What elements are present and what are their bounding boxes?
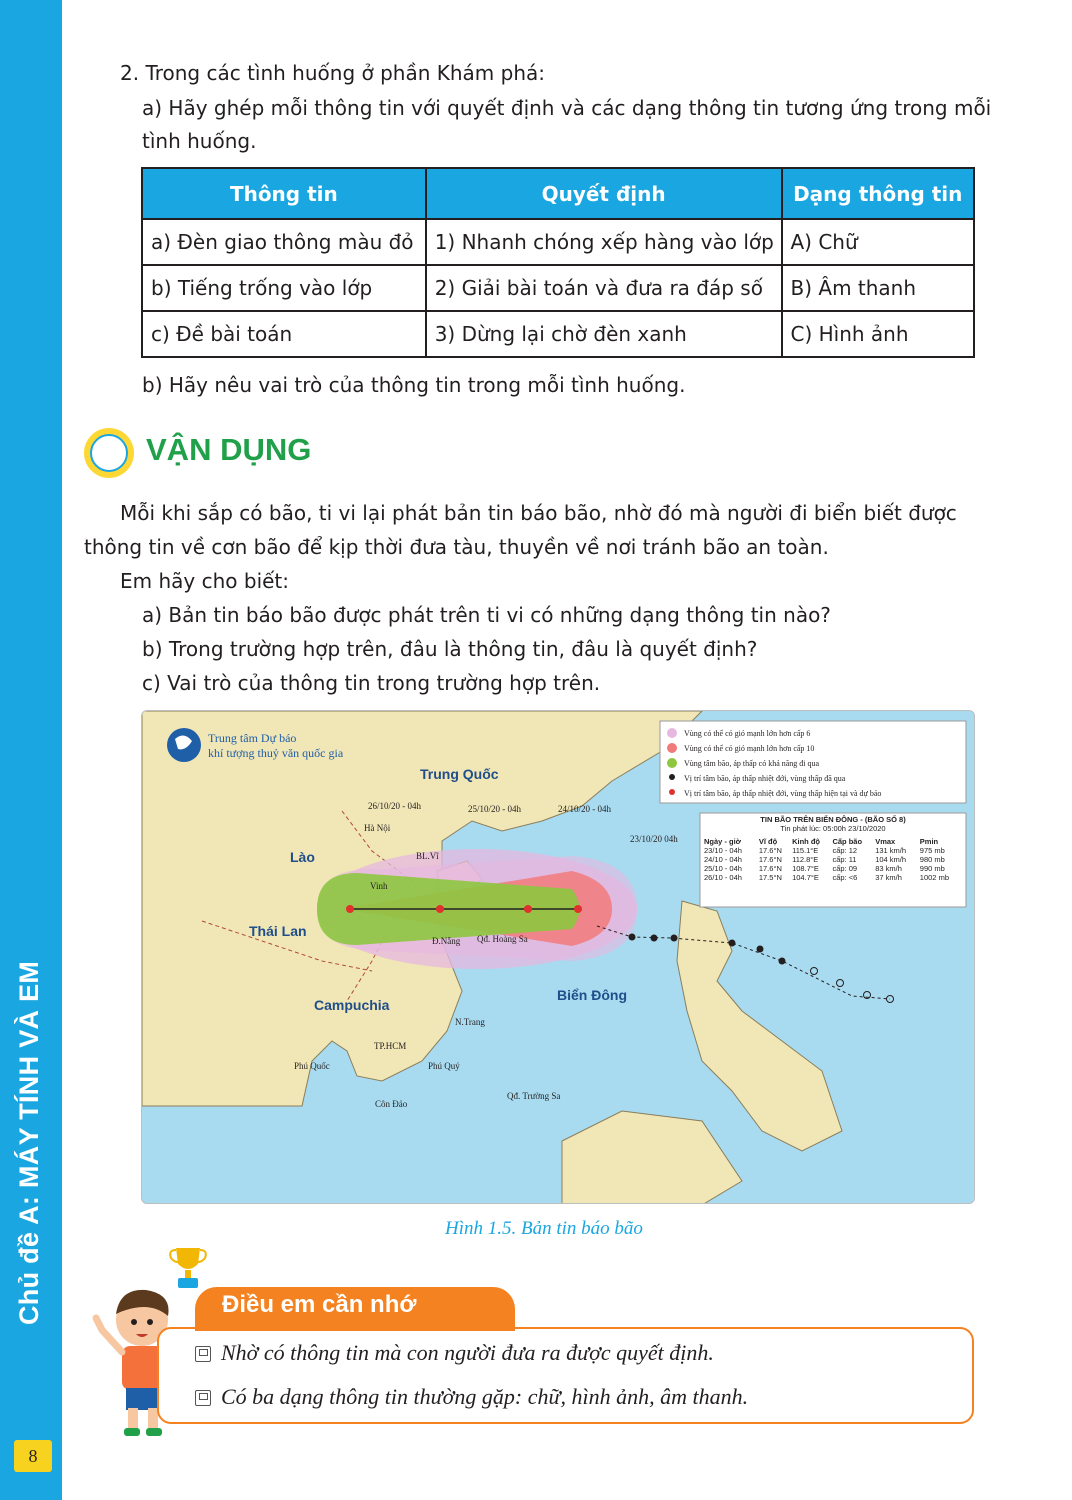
bulletin-cell: 17.5°N: [758, 873, 782, 882]
bulletin-header-row: [704, 837, 962, 846]
question-2a-line1: a) Hãy ghép mỗi thông tin với quyết định và các dạng thông tin tương ứng trong mỗi: [142, 96, 992, 120]
bulletin-cell: 115.1°E: [792, 846, 819, 855]
label-laos: Lào: [290, 849, 315, 865]
label-date-25: 25/10/20 - 04h: [468, 804, 521, 814]
table-row: [142, 265, 974, 311]
label-phu-quy: Phú Quý: [428, 1061, 460, 1071]
storm-bulletin: [704, 815, 962, 882]
remember-item-1-text: Nhờ có thông tin mà con người đưa ra được quyết định.: [221, 1340, 714, 1365]
label-truong-sa: Qđ. Trường Sa: [507, 1091, 561, 1101]
bulletin-title: TIN BÃO TRÊN BIỂN ĐÔNG - (BÃO SỐ 8): [760, 815, 906, 824]
table-cell: C) Hình ảnh: [782, 311, 975, 357]
legend-item: Vị trí tâm bão, áp thấp nhiệt đới, vùng thấp hiện tại và dự báo: [684, 789, 882, 798]
label-hoang-sa: Qđ. Hoàng Sa: [477, 934, 528, 944]
bulletin-header: Vmax: [875, 837, 896, 846]
van-dung-ask: Em hãy cho biết:: [120, 569, 290, 593]
legend-item: Vùng có thể có gió mạnh lớn hơn cấp 6: [684, 729, 811, 738]
matching-table: [141, 167, 975, 358]
figure-caption: Hình 1.5. Bản tin báo bão: [445, 1218, 643, 1239]
table-cell: a) Đèn giao thông màu đỏ: [142, 219, 426, 265]
bulletin-cell: 990 mb: [919, 864, 945, 873]
bulletin-cell: 37 km/h: [875, 873, 902, 882]
bulletin-header: Cấp bão: [832, 837, 863, 846]
forecast-center-line2: khí tượng thuỷ văn quốc gia: [208, 746, 344, 760]
bulletin-cell: cấp: <6: [832, 873, 858, 882]
bulletin-row: [704, 855, 962, 864]
bulletin-cell: 24/10 - 04h: [704, 855, 742, 864]
bulletin-issued: Tin phát lúc: 05:00h 23/10/2020: [780, 824, 886, 833]
bulletin-cell: 112.8°E: [792, 855, 819, 864]
bulletin-header: Kinh độ: [792, 837, 821, 846]
bulletin-cell: 975 mb: [919, 846, 945, 855]
van-dung-question-c: c) Vai trò của thông tin trong trường hợp trên.: [142, 671, 601, 695]
van-dung-para-line1: Mỗi khi sắp có bão, ti vi lại phát bản tin báo bão, nhờ đó mà người đi biển biết được: [120, 501, 957, 525]
bulletin-header: Pmin: [919, 837, 939, 846]
table-cell: 2) Giải bài toán và đưa ra đáp số: [426, 265, 782, 311]
label-east-sea: Biển Đông: [557, 987, 627, 1003]
label-china: Trung Quốc: [420, 766, 499, 782]
map-legend: [684, 726, 881, 801]
bulletin-cell: cấp: 11: [832, 855, 857, 864]
bulletin-cell: cấp: 09: [832, 864, 858, 873]
brain-icon: [84, 428, 134, 478]
bulletin-cell: 104.7°E: [792, 873, 819, 882]
label-thailand: Thái Lan: [249, 923, 307, 939]
bulletin-table: [704, 837, 962, 882]
borneo-island: [562, 1111, 742, 1204]
label-hcm: TP.HCM: [374, 1041, 407, 1051]
van-dung-title: VẬN DỤNG: [146, 432, 312, 467]
van-dung-question-a: a) Bản tin báo bão được phát trên ti vi có những dạng thông tin nào?: [142, 603, 831, 627]
storm-map: [141, 710, 975, 1204]
table-row: [142, 311, 974, 357]
forecast-center-line1: Trung tâm Dự báo: [208, 731, 297, 745]
bulletin-header: Vĩ độ: [758, 837, 778, 846]
bulletin-cell: 104 km/h: [875, 855, 907, 864]
table-cell: B) Âm thanh: [782, 265, 975, 311]
table-cell: b) Tiếng trống vào lớp: [142, 265, 426, 311]
bulletin-row: [704, 846, 962, 855]
legend-item: Vùng tâm bão, áp thấp có khả năng đi qua: [684, 759, 820, 768]
label-con-dao: Côn Đảo: [375, 1099, 408, 1109]
label-ha-noi: Hà Nội: [364, 823, 391, 833]
van-dung-para-line2: thông tin về cơn bão để kịp thời đưa tàu, thuyền về nơi tránh bão an toàn.: [84, 535, 829, 559]
save-icon: [195, 1390, 211, 1406]
header-dang-thong-tin: Dạng thông tin: [782, 168, 975, 219]
legend-item: Vị trí tâm bão, áp thấp nhiệt đới, vùng thấp đã qua: [684, 774, 846, 783]
bulletin-cell: 1002 mb: [919, 873, 949, 882]
header-thong-tin: Thông tin: [142, 168, 426, 219]
save-icon: [195, 1346, 211, 1362]
bulletin-cell: 26/10 - 04h: [704, 873, 742, 882]
remember-item-2-text: Có ba dạng thông tin thường gặp: chữ, hình ảnh, âm thanh.: [221, 1384, 749, 1409]
question-2b: b) Hãy nêu vai trò của thông tin trong mỗi tình huống.: [142, 373, 686, 397]
bulletin-cell: 25/10 - 04h: [704, 864, 742, 873]
label-nha-trang: N.Trang: [455, 1017, 485, 1027]
table-row: [142, 219, 974, 265]
bulletin-cell: 83 km/h: [875, 864, 902, 873]
bulletin-row: [704, 873, 962, 882]
bulletin-cell: cấp: 12: [832, 846, 858, 855]
label-bach-long-vi: BL.Vĩ: [416, 851, 439, 861]
bulletin-cell: 17.6°N: [758, 855, 782, 864]
table-cell: 1) Nhanh chóng xếp hàng vào lớp: [426, 219, 782, 265]
table-cell: A) Chữ: [782, 219, 975, 265]
chapter-title: Chủ đề A: MÁY TÍNH VÀ EM: [14, 960, 44, 1325]
label-date-24: 24/10/20 - 04h: [558, 804, 611, 814]
table-header-row: [142, 168, 974, 219]
legend-item: Vùng có thể có gió mạnh lớn hơn cấp 10: [684, 744, 815, 753]
label-da-nang: Đ.Nẵng: [432, 936, 461, 946]
forecast-center-name: [208, 731, 343, 761]
label-cambodia: Campuchia: [314, 997, 390, 1013]
bulletin-header: Ngày - giờ: [704, 837, 742, 846]
bulletin-cell: 17.6°N: [758, 864, 782, 873]
bulletin-cell: 17.6°N: [758, 846, 782, 855]
bulletin-cell: 131 km/h: [875, 846, 907, 855]
question-2a-line2: tình huống.: [142, 129, 257, 153]
header-quyet-dinh: Quyết định: [426, 168, 782, 219]
question-2-intro: 2. Trong các tình huống ở phần Khám phá:: [120, 61, 545, 85]
table-cell: c) Đề bài toán: [142, 311, 426, 357]
bulletin-cell: 23/10 - 04h: [704, 846, 742, 855]
remember-item-1: [195, 1340, 714, 1366]
label-phu-quoc: Phú Quốc: [294, 1061, 330, 1071]
remember-item-2: [195, 1384, 748, 1410]
philippines: [677, 901, 842, 1151]
bulletin-cell: 980 mb: [919, 855, 945, 864]
van-dung-question-b: b) Trong trường hợp trên, đâu là thông tin, đâu là quyết định?: [142, 637, 758, 661]
remember-title: Điều em cần nhớ: [222, 1291, 417, 1318]
bulletin-row: [704, 864, 962, 873]
page-number: 8: [14, 1440, 52, 1472]
label-date-26: 26/10/20 - 04h: [368, 801, 421, 811]
label-date-23: 23/10/20 04h: [630, 834, 678, 844]
bulletin-cell: 108.7°E: [792, 864, 819, 873]
table-cell: 3) Dừng lại chờ đèn xanh: [426, 311, 782, 357]
label-vinh: Vinh: [370, 881, 388, 891]
